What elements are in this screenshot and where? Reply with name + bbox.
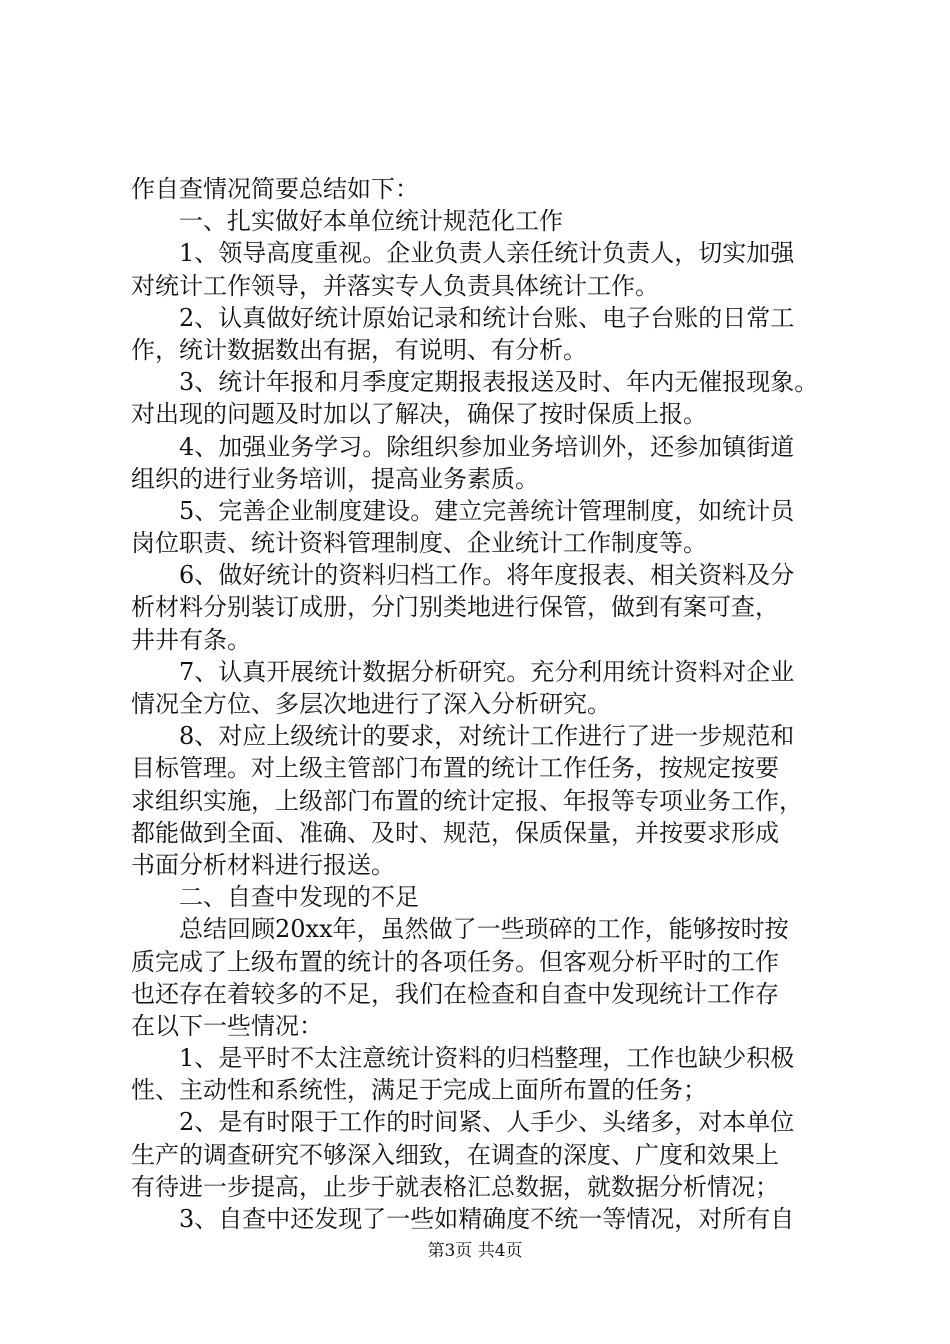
text-line: 组织的进行业务培训，提高业务素质。 <box>131 464 539 493</box>
text-line: 2、是有时限于工作的时间紧、人手少、头绪多，对本单位 <box>131 1108 795 1137</box>
text-line: 析材料分别装订成册，分门别类地进行保管，做到有案可查， <box>131 593 779 622</box>
document-body <box>131 173 833 1235</box>
text-line: 井井有条。 <box>131 625 251 654</box>
text-line: 都能做到全面、准确、及时、规范，保质保量，并按要求形成 <box>131 818 779 847</box>
text-line: 情况全方位、多层次地进行了深入分析研究。 <box>131 690 611 718</box>
text-line: 岗位职责、统计资料管理制度、企业统计工作制度等。 <box>131 529 707 558</box>
text-line: 总结回顾20xx年，虽然做了一些琐碎的工作，能够按时按 <box>131 915 789 944</box>
text-line: 对统计工作领导，并落实专人负责具体统计工作。 <box>131 271 659 300</box>
text-line: 1、是平时不太注意统计资料的归档整理，工作也缺少积极 <box>131 1044 795 1073</box>
text-line: 一、扎实做好本单位统计规范化工作 <box>131 207 563 236</box>
text-line: 求组织实施，上级部门布置的统计定报、年报等专项业务工作， <box>131 786 803 815</box>
text-line: 8、对应上级统计的要求，对统计工作进行了进一步规范和 <box>131 722 795 751</box>
text-line: 作，统计数据数出有据，有说明、有分析。 <box>131 335 587 364</box>
text-line: 3、统计年报和月季度定期报表报送及时、年内无催报现象。 <box>131 368 819 397</box>
text-line: 二、自查中发现的不足 <box>131 883 419 912</box>
text-line: 5、完善企业制度建设。建立完善统计管理制度，如统计员 <box>131 496 795 525</box>
text-line: 2、认真做好统计原始记录和统计台账、电子台账的日常工 <box>131 303 795 332</box>
text-line: 对出现的问题及时加以了解决，确保了按时保质上报。 <box>131 400 707 429</box>
text-line: 书面分析材料进行报送。 <box>131 850 395 879</box>
text-line: 1、领导高度重视。企业负责人亲任统计负责人，切实加强 <box>131 239 795 268</box>
text-line: 目标管理。对上级主管部门布置的统计工作任务，按规定按要 <box>131 754 779 783</box>
text-line: 在以下一些情况： <box>131 1011 323 1040</box>
text-line: 6、做好统计的资料归档工作。将年度报表、相关资料及分 <box>131 561 795 590</box>
text-line: 4、加强业务学习。除组织参加业务培训外，还参加镇街道 <box>131 432 795 461</box>
text-line: 生产的调查研究不够深入细致，在调查的深度、广度和效果上 <box>131 1140 779 1169</box>
text-line: 作自查情况简要总结如下： <box>131 175 419 203</box>
text-line: 7、认真开展统计数据分析研究。充分利用统计资料对企业 <box>131 657 795 686</box>
text-line: 有待进一步提高，止步于就表格汇总数据，就数据分析情况； <box>131 1172 779 1201</box>
text-line: 性、主动性和系统性，满足于完成上面所布置的任务； <box>131 1076 707 1105</box>
text-line: 质完成了上级布置的统计的各项任务。但客观分析平时的工作 <box>131 947 779 976</box>
text-line: 也还存在着较多的不足，我们在检查和自查中发现统计工作存 <box>131 979 779 1008</box>
text-line: 3、自查中还发现了一些如精确度不统一等情况，对所有自 <box>131 1205 795 1233</box>
page-footer: 第3页 共4页 <box>427 1241 523 1261</box>
